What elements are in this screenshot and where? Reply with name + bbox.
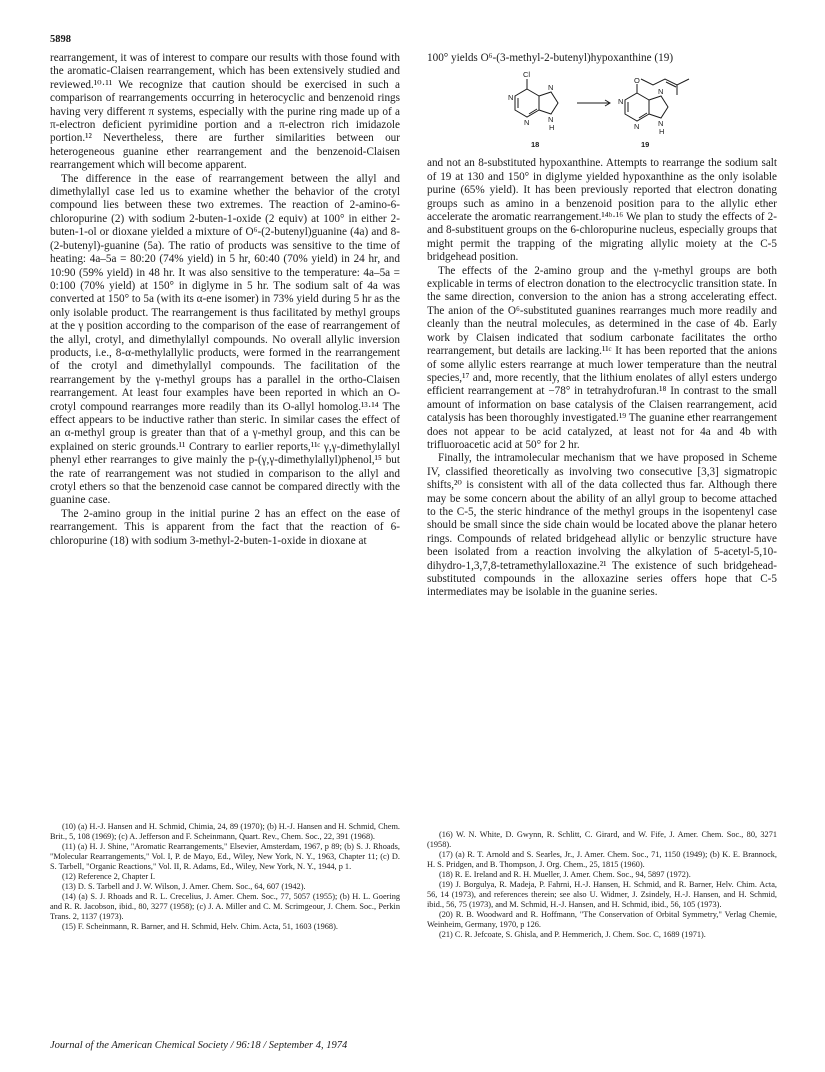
compound-number-19: 19 <box>641 140 650 150</box>
body-paragraph: The 2-amino group in the initial purine 2 has an effect on the ease of rearrangement. This is apparent from the fact that the reaction of 6-chloropurine (18) with sodium 3-methyl-2-buten-1-oxide in dioxane at <box>50 507 400 547</box>
footnote: (11) (a) H. J. Shine, "Aromatic Rearrangements," Elsevier, Amsterdam, 1967, p 89; (b) S. J. Rhoads, "Molecular Rearrangements," Vol. I, P. de Mayo, Ed., Wiley, New York, N. Y., 1963, Chapter 11; (c) D. S. Tarbell, "Organic Reactions," Vol. II, R. Adams, Ed., Wiley, New York, N. Y., 1944, p 1. <box>50 842 400 871</box>
footnote: (12) Reference 2, Chapter I. <box>62 872 156 881</box>
footnote: (18) R. E. Ireland and R. H. Mueller, J. Amer. Chem. Soc., 94, 5897 (1972). <box>439 870 691 879</box>
body-paragraph-top: 100° yields O⁶-(3-methyl-2-butenyl)hypoxanthine (19) <box>427 52 674 64</box>
right-column <box>427 52 777 600</box>
atom-label: N <box>524 118 530 128</box>
footnote: (13) D. S. Tarbell and J. W. Wilson, J. Amer. Chem. Soc., 64, 607 (1942). <box>62 882 306 891</box>
compound-19-structure <box>625 79 689 121</box>
left-column <box>50 52 400 548</box>
body-paragraph: The difference in the ease of rearrangement between the allyl and dimethylallyl case led us to examine whether the behavior of the crotyl compound lies between these two extremes. The reaction of 2-amino-6-chloropurine (2) with sodium 2-buten-1-oxide (2 equiv) at 100° in either 2-buten-1-ol or dioxane yielded a mixture of O⁶-(2-butenyl)guanine (4a) and 8-(2-butenyl)-guanine (5a). The ratio of products was sensitive to the time of heating: 4a–5a = 80:20 (74% yield) in 5 hr, 60:40 (70% yield) in 24 hr, and 10:90 (59% yield) in 48 hr. It was also sensitive to the temperature: 4a–5a = 0:100 (70% yield) at 150° in diglyme in 5 hr. The sodium salt of 4a was converted at 150° to 5a (with its α-ene isomer) in 73% yield during 5 hr as the only isolable product. The rearrangement is thus facilitated by methyl groups at the γ position according to the comparison of the ease of rearrangement of the allyl, crotyl, and dimethylallyl compounds. No overall allylic inversion products, i.e., 8-α-methylallylic products, were formed in the rearrangement of the crotyl and dimethylallyl compounds. The facilitation of the rearrangement by the γ-methyl groups has a parallel in the ortho-Claisen rearrangement. At least four examples have been reported in which an O-crotyl compound rearranges more readily than its O-allyl homolog.¹³·¹⁴ The effect appears to be inductive rather than steric. In similar cases the effect of an α-methyl group is greater than that of a γ-methyl group, and this can be explained on steric grounds.¹¹ Contrary to earlier reports,¹¹ᶜ γ,γ-dimethylallyl phenyl ether rearranges to give mainly the p-(γ,γ-dimethylallyl)phenol,¹⁵ but the rate of rearrangement was not studied in comparison to the allyl and crotyl ethers so that the benzenoid case cannot be compared directly with the guanine case. <box>50 172 400 507</box>
atom-label: H <box>549 123 555 133</box>
page-number: 5898 <box>50 34 71 45</box>
atom-label: N <box>548 115 554 125</box>
body-paragraph: and not an 8-substituted hypoxanthine. Attempts to rearrange the sodium salt of 19 at 130 and 150° in diglyme yielded hypoxanthine as the only isolable purine (65% yield). It has been previously reported that electron donating groups such as amino in a benzenoid position para to the allylic ether accelerate the aromatic rearrangement.¹⁴ᵇ·¹⁶ We plan to study the effects of 2- and 8-substituent groups on the 6-chloropurine nucleus, especially groups that might permit the trapping of the migrating allylic moiety at the C-5 bridgehead position. <box>427 157 777 264</box>
footnote: (19) J. Borgulya, R. Madeja, P. Fahrni, H.-J. Hansen, H. Schmid, and R. Barner, Helv. Chim. Acta, 56, 14 (1973), and references therein; see also U. Widmer, J. Zsindely, H.-J. Hansen, and H. Schmid, ibid., 56, 75 (1973), and M. Schmid, H.-J. Hansen, and H. Schmid, ibid., 56, 105 (1973). <box>427 880 777 909</box>
atom-label: N <box>548 83 554 93</box>
atom-label: N <box>658 87 664 97</box>
footnotes-right <box>427 830 777 940</box>
footnote: (16) W. N. White, D. Gwynn, R. Schlitt, C. Girard, and W. Fife, J. Amer. Chem. Soc., 80, 3271 (1958). <box>427 830 777 849</box>
body-paragraph: rearrangement, it was of interest to compare our results with those found with the aromatic-Claisen rearrangement, which has been extensively studied and reviewed.¹⁰·¹¹ We recognize that caution should be exercised in such a comparison of rearrangements occurring in heterocyclic and benzenoid rings having very different π systems, especially with the purine ring made up of a π-electron deficient pyrimidine portion and a π-electron rich imidazole portion.¹² Nevertheless, there are further similarities between our heterogeneous guanine ether rearrangement and the benzenoid-Claisen rearrangement which will become apparent. <box>50 52 400 172</box>
atom-label: N <box>508 93 514 103</box>
compound-number-18: 18 <box>531 140 540 150</box>
footnotes-left <box>50 822 400 932</box>
atom-label: H <box>659 127 665 137</box>
atom-label: O <box>634 76 640 86</box>
atom-label: N <box>658 119 664 129</box>
journal-footer: Journal of the American Chemical Society / 96:18 / September 4, 1974 <box>50 1040 348 1051</box>
reaction-scheme <box>427 67 777 153</box>
atom-label: Cl <box>523 70 531 80</box>
footnote: (10) (a) H.-J. Hansen and H. Schmid, Chimia, 24, 89 (1970); (b) H.-J. Hansen and H. Schmid, Chem. Brit., 5, 108 (1969); (c) A. Jefferson and F. Scheinmann, Quart. Rev., Chem. Soc., 22, 391 (1968). <box>50 822 400 841</box>
footnote: (17) (a) R. T. Arnold and S. Searles, Jr., J. Amer. Chem. Soc., 71, 1150 (1949); (b) K. E. Brannock, H. S. Pridgen, and B. Thompson, J. Org. Chem., 25, 1815 (1960). <box>427 850 777 869</box>
scheme-drawing <box>427 67 777 153</box>
footnote: (20) R. B. Woodward and R. Hoffmann, "The Conservation of Orbital Symmetry," Verlag Chemie, Weinheim, Germany, 1970, p 126. <box>427 910 777 929</box>
body-paragraph: The effects of the 2-amino group and the γ-methyl groups are both explicable in terms of electron donation to the electrocyclic transition state. In the same direction, conversion to the anion has a strong accelerating effect. The anion of the O⁶-substituted guanines rearranges much more readily and cleanly than the neutral molecules, as determined in the case of 4b. Early work by Claisen indicated that sodium carbonate facilitates the ortho rearrangement, but details are lacking.¹¹ᶜ It has been reported that the anions of some allylic esters rearrange at much lower temperature than the neutral species,¹⁷ and, more recently, that the lithium enolates of allyl esters undergo efficient rearrangement at −78° in tetrahydrofuran.¹⁸ In contrast to the small amount of information on base catalysis of the Claisen rearrangement, acid catalysis has been thoroughly investigated.¹⁹ The guanine ether rearrangement does not appear to be acid catalyzed, at least not for 4a and 4b with trifluoroacetic acid at 50° for 2 hr. <box>427 264 777 451</box>
body-paragraph: Finally, the intramolecular mechanism that we have proposed in Scheme IV, classified theoretically as involving two consecutive [3,3] sigmatropic shifts,²⁰ is consistent with all of the data collected thus far. Although there may be some concern about the ability of an allyl group to become attached to the C-5, the steric hindrance of the methyl groups in the isopentenyl case should be small since the side chain would be located above the planar hetero rings. Compounds of related bridgehead allylic or benzylic structure have been isolated from a reaction involving the alkylation of 5-acetyl-5,10-dihydro-1,3,7,8-tetramethylalloxazine.²¹ The existence of such bridgehead-substituted compounds in the alloxazine series offers hope that C-5 intermediates may be isolable in the guanine series. <box>427 452 777 599</box>
footnote: (14) (a) S. J. Rhoads and R. L. Crecelius, J. Amer. Chem. Soc., 77, 5057 (1955); (b) H. L. Goering and R. R. Jacobson, ibid., 80, 3277 (1958); (c) J. A. Miller and C. M. Scrimgeour, J. Chem. Soc., Perkin Trans. 2, 1137 (1973). <box>50 892 400 921</box>
footnote: (21) C. R. Jefcoate, S. Ghisla, and P. Hemmerich, J. Chem. Soc. C, 1689 (1971). <box>439 930 706 939</box>
atom-label: N <box>634 122 640 132</box>
atom-label: N <box>618 97 624 107</box>
footnote: (15) F. Scheinmann, R. Barner, and H. Schmid, Helv. Chim. Acta, 51, 1603 (1968). <box>62 922 338 931</box>
